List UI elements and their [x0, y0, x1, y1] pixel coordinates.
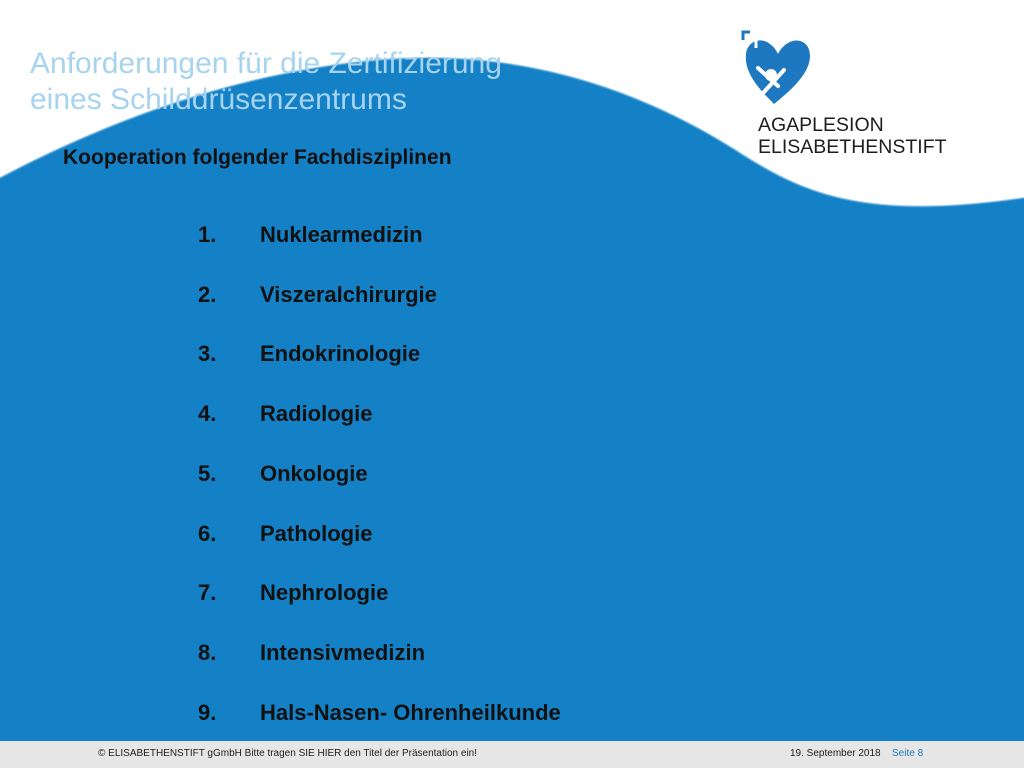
list-item-number: 7.: [198, 580, 217, 606]
page-title: [30, 46, 502, 118]
title-line-1: Anforderungen für die Zertifizierung: [30, 47, 502, 80]
list-item: [198, 384, 561, 444]
list-item-number: 2.: [198, 281, 217, 307]
list-item-label: Endokrinologie: [260, 341, 421, 367]
list-item-number: 5.: [198, 460, 217, 486]
list-item-label: Nephrologie: [260, 580, 389, 606]
footer-bar: [0, 741, 1024, 768]
footer-date: 19. September 2018: [790, 748, 881, 759]
list-item-number: 4.: [198, 401, 217, 427]
agaplesion-logo: [738, 30, 947, 165]
list-item-label: Pathologie: [260, 520, 373, 546]
footer-copyright: © ELISABETHENSTIFT gGmbH Bitte tragen SIE HIER den Titel der Präsentation ein!: [98, 748, 478, 759]
title-line-2: eines Schilddrüsenzentrums: [30, 83, 407, 116]
list-item: [198, 265, 561, 325]
list-item: [198, 325, 561, 385]
subtitle: Kooperation folgender Fachdisziplinen: [63, 146, 452, 169]
heart-person-logo-icon: [738, 30, 818, 112]
list-item-label: Onkologie: [260, 460, 368, 486]
list-item-number: 8.: [198, 640, 217, 666]
list-item: [198, 205, 561, 265]
list-item-number: 6.: [198, 520, 217, 546]
list-item-number: 9.: [198, 699, 217, 725]
footer-page-number: Seite 8: [892, 748, 924, 759]
discipline-list: [198, 205, 561, 743]
logo-line-2: ELISABETHENSTIFT: [758, 136, 947, 158]
list-item-label: Viszeralchirurgie: [260, 281, 437, 307]
list-item-number: 3.: [198, 341, 217, 367]
logo-line-1: AGAPLESION: [758, 114, 884, 136]
list-item: [198, 564, 561, 624]
list-item-label: Hals-Nasen- Ohrenheilkunde: [260, 699, 561, 725]
list-item-label: Radiologie: [260, 401, 373, 427]
list-item-number: 1.: [198, 221, 217, 247]
list-item-label: Nuklearmedizin: [260, 221, 423, 247]
logo-text: [758, 114, 947, 158]
list-item: [198, 444, 561, 504]
list-item: [198, 504, 561, 564]
list-item-label: Intensivmedizin: [260, 640, 426, 666]
list-item: [198, 683, 561, 743]
list-item: [198, 623, 561, 683]
